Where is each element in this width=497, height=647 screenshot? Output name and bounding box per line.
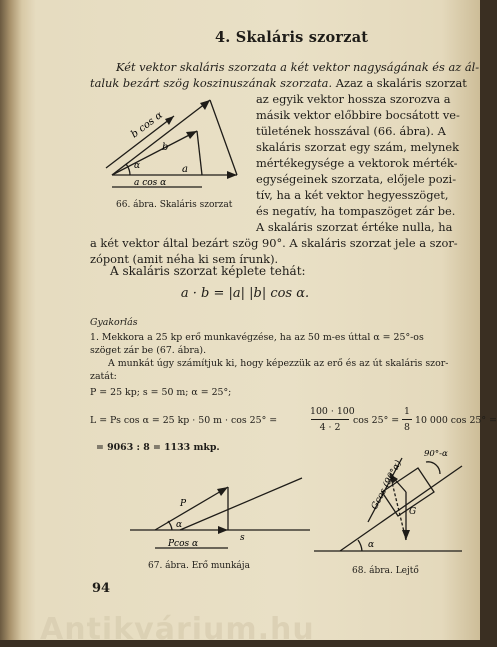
angle-alpha-arc: [358, 540, 362, 551]
fraction-2-numerator: 1: [404, 406, 410, 417]
wrap-line: az egyik vektor hossza szorozva a: [256, 92, 451, 106]
calc-mid: cos 25° =: [353, 415, 400, 426]
figure-67-work-of-force: [120, 474, 320, 554]
wrap-line: tületének hosszával (66. ábra). A: [256, 124, 446, 138]
section-heading: 4. Skaláris szorzat: [215, 29, 369, 46]
arrowhead-icon: [217, 487, 228, 496]
calc-result: = 9063 : 8 = 1133 mkp.: [96, 442, 220, 453]
projection-drop-line: [197, 131, 202, 175]
label-b-cos: b cos α: [129, 109, 165, 141]
fraction-2-denominator: 8: [404, 422, 410, 433]
label-g-cos: Gcos (90°α): [369, 458, 405, 512]
label-g: G: [409, 507, 417, 517]
wrap-line: A skaláris szorzat értéke nulla, ha: [256, 220, 453, 234]
definition-line-2-italic: taluk bezárt szög koszinuszának szorzata.: [90, 76, 333, 90]
exercise-line-4: zatát:: [90, 371, 117, 382]
arrowhead-icon: [402, 530, 410, 540]
force-vector-line: [155, 487, 228, 530]
label-alpha: α: [176, 520, 183, 530]
label-a: a: [182, 164, 188, 175]
connecting-line: [210, 100, 237, 175]
book-page: [30, 0, 497, 640]
fraction-1-denominator: 4 · 2: [319, 422, 341, 433]
definition-tail-2: zópont (amit néha ki sem írunk).: [90, 252, 279, 266]
label-alpha: α: [368, 540, 375, 550]
figure-68-caption: 68. ábra. Lejtő: [352, 566, 419, 576]
given-values: P = 25 kp; s = 50 m; α = 25°;: [90, 387, 232, 398]
arrowhead-icon: [200, 100, 210, 110]
label-p: P: [180, 499, 187, 509]
label-alpha: α: [134, 161, 141, 171]
wrap-line: másik vektor előbbire bocsátott ve-: [256, 108, 460, 122]
exercise-line-3: A munkát úgy számítjuk ki, hogy képezzük az erő és az út skaláris szor-: [108, 358, 449, 369]
label-a-cos: a cos α: [134, 178, 167, 188]
vector-b-line: [112, 100, 210, 175]
watermark: Antikvárium.hu: [40, 612, 315, 647]
wrap-line: mértékegysége a vektorok mérték-: [256, 156, 458, 170]
angle-90-arc: [426, 462, 440, 474]
wrap-line: egységeinek szorzata, előjele pozi-: [256, 172, 457, 186]
section-title: Gyakorlás: [90, 317, 138, 328]
calc-start: L = Ps cos α = 25 kp · 50 m · cos 25° =: [90, 415, 278, 426]
fraction-1-bar: [311, 419, 349, 420]
label-b: b: [162, 142, 169, 153]
definition-line-2-rest: Azaz a skaláris szorzat: [332, 76, 467, 90]
definition-tail-1: a két vektor által bezárt szög 90°. A skaláris szorzat jele a szor-: [90, 236, 458, 250]
figure-67-caption: 67. ábra. Erő munkája: [148, 561, 250, 571]
page-number: 94: [92, 581, 111, 596]
wrap-line: skaláris szorzat egy szám, melynek: [256, 140, 460, 154]
wrap-line: és negatív, ha tompaszöget zár be.: [256, 204, 456, 218]
figure-66-caption: 66. ábra. Skaláris szorzat: [116, 200, 233, 210]
calc-end: 10 000 cos 25° =: [415, 415, 497, 426]
label-p-cos: Pcos α: [168, 539, 199, 549]
label-90-minus-alpha: 90°-α: [424, 449, 448, 459]
fraction-2-bar: [402, 419, 412, 420]
formula-intro: A skaláris szorzat képlete tehát:: [110, 264, 306, 278]
exercise-line-1: 1. Mekkora a 25 kp erő munkavégzése, ha az 50 m-es úttal α = 25°-os: [90, 332, 424, 343]
label-s: s: [240, 533, 245, 543]
dot-product-formula: a · b = |a| |b| cos α.: [180, 286, 310, 301]
angle-alpha-arc: [168, 521, 172, 530]
figure-66-scalar-product: [82, 90, 257, 194]
arrowhead-icon: [186, 131, 197, 139]
arrowhead-icon: [165, 116, 174, 125]
fraction-1-numerator: 100 · 100: [310, 406, 355, 417]
definition-line-2: [90, 76, 467, 91]
exercise-line-2: szöget zár be (67. ábra).: [90, 345, 207, 356]
arrowhead-icon: [218, 526, 228, 534]
definition-line-1: Két vektor skaláris szorzata a két vektor nagyságának és az ál-: [116, 60, 480, 74]
wrap-line: tív, ha a két vektor hegyesszöget,: [256, 188, 449, 202]
figure-68-inclined-plane: [306, 444, 468, 558]
